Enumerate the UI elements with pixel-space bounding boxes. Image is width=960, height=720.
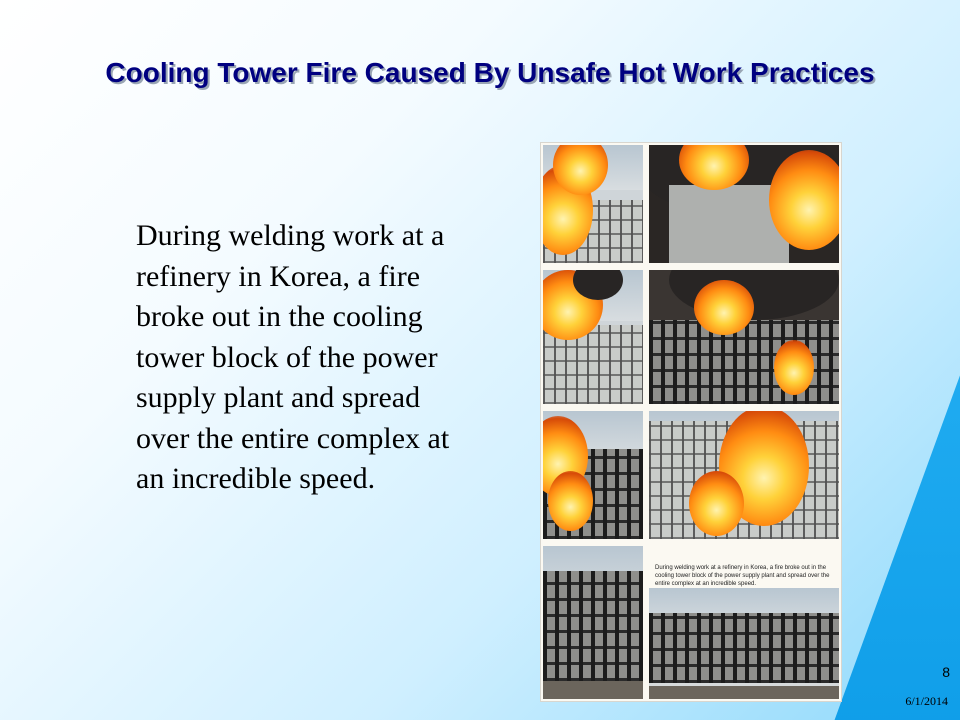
photo-aftermath-1 — [543, 546, 643, 699]
photo-caption: During welding work at a refinery in Korea, a fire broke out in the cooling tower block of the power supply plant and spread over the entire complex at an incredible speed. — [655, 565, 830, 587]
slide-title: Cooling Tower Fire Caused By Unsafe Hot Work Practices — [105, 57, 875, 88]
photo-aftermath-2 — [649, 588, 839, 699]
photo-fire-4 — [649, 270, 839, 404]
slide-body-text: During welding work at a refinery in Korea, a fire broke out in the cooling tower block of the power supply plant and spread over the entire complex at an incredible speed. — [136, 219, 450, 495]
slide-date: 6/1/2014 — [905, 694, 948, 708]
page-number: 8 — [942, 664, 950, 680]
fire-photo-collage — [540, 142, 842, 702]
photo-fire-5 — [543, 411, 643, 539]
photo-fire-6 — [649, 411, 839, 539]
photo-fire-3 — [543, 270, 643, 404]
photo-fire-1 — [543, 145, 643, 263]
photo-fire-2 — [649, 145, 839, 263]
